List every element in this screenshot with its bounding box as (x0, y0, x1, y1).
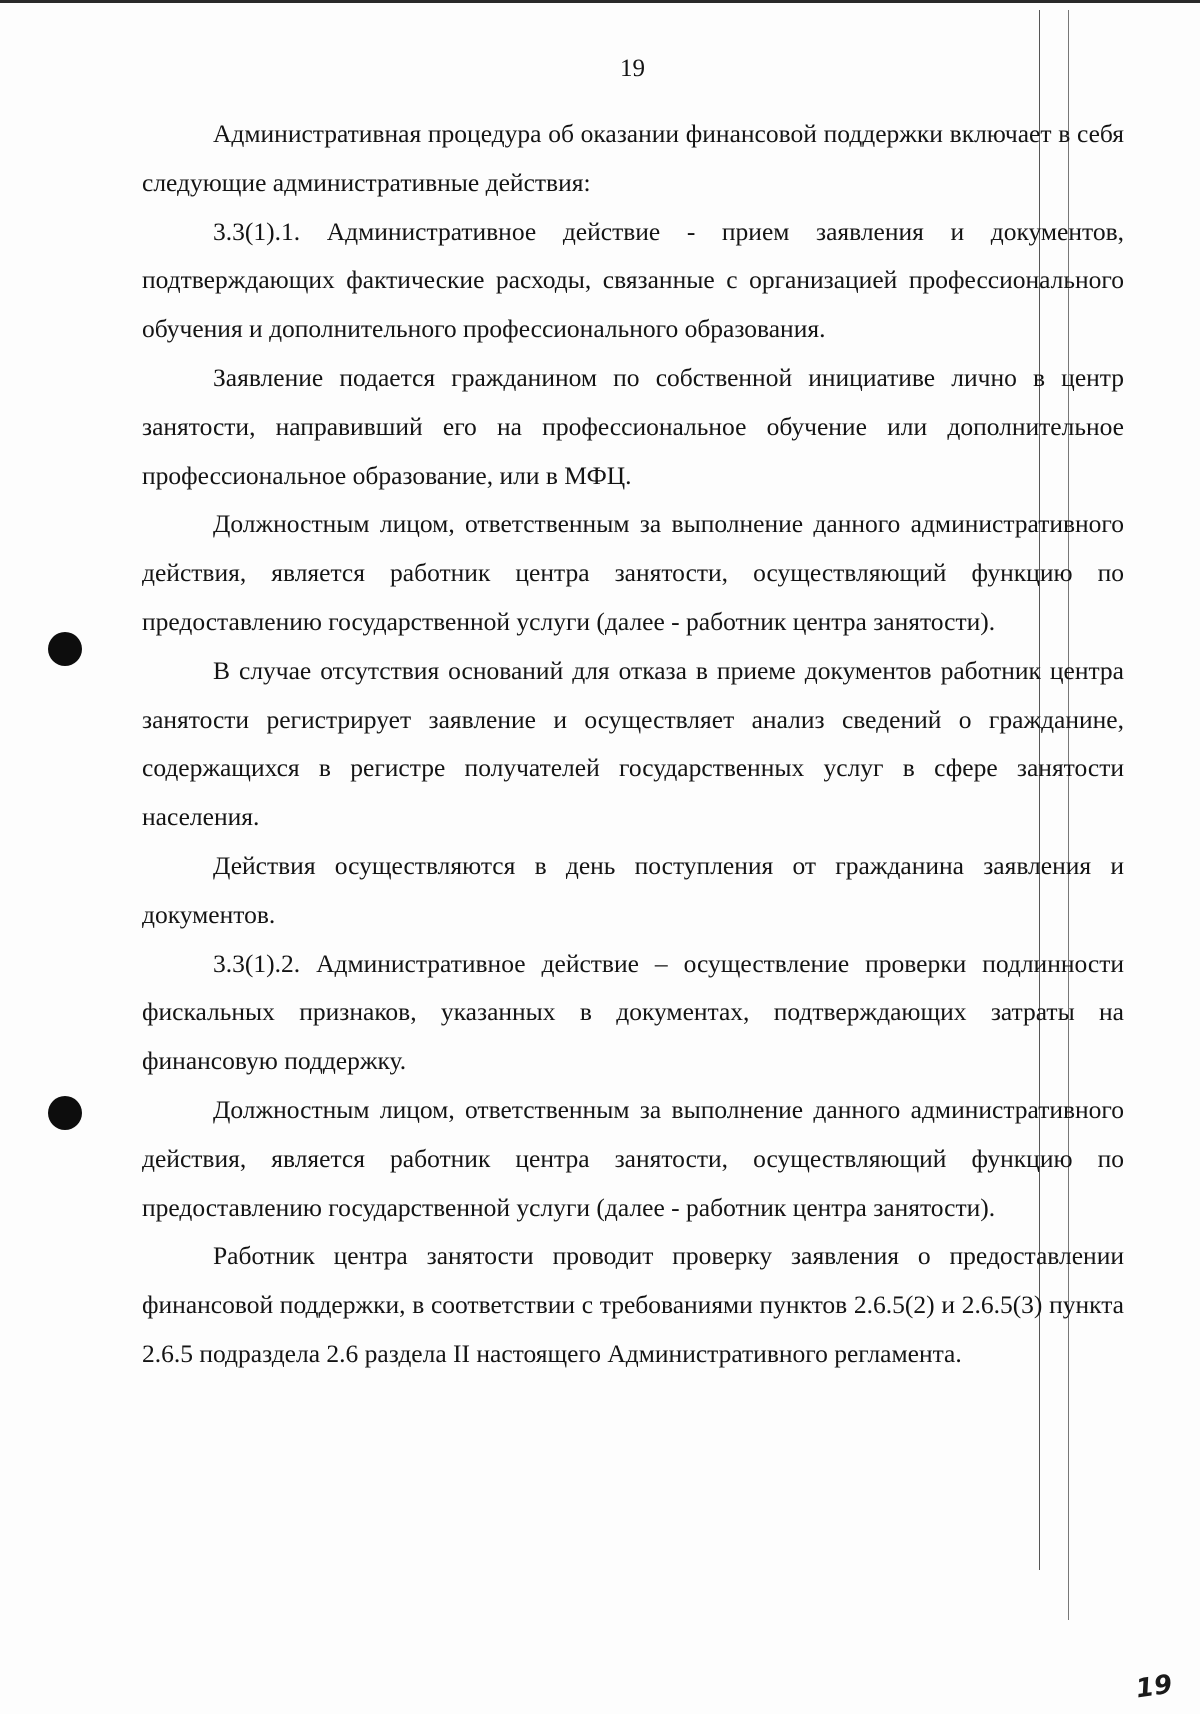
paragraph-procedure-intro: Административная процедура об оказании финансовой поддержки включает в себя следующие административные действия: (142, 119, 1124, 197)
paragraph-action-3-3-1-2: 3.3(1).2. Административное действие – осуществление проверки подлинности фискальных признаков, указанных в документах, подтверждающих затраты на финансовую поддержку. (142, 948, 1124, 1076)
paragraph-registration: В случае отсутствия оснований для отказа в приеме документов работник центра занятости регистрирует заявление и осуществляет анализ сведений о гражданине, содержащихся в регистре получателей государственных услуг в сфере занятости населения. (142, 655, 1124, 832)
paragraph-responsible-official: Должностным лицом, ответственным за выполнение данного административного действия, является работник центра занятости, осуществляющий функцию по предоставлению государственной услуги (далее - работник центра занятости). (142, 509, 1124, 636)
punch-hole-mark (48, 632, 82, 666)
paragraph-responsible-official-2: Должностным лицом, ответственным за выполнение данного административного действия, является работник центра занятости, осуществляющий функцию по предоставлению государственной услуги (далее - работник центра занятости). (142, 1094, 1124, 1222)
scan-top-edge (0, 0, 1200, 3)
handwritten-page-mark: 19 (1133, 1669, 1174, 1705)
document-body (142, 110, 1124, 1379)
paragraph-action-3-3-1-1: 3.3(1).1. Административное действие - прием заявления и документов, подтверждающих фактические расходы, связанные с организацией профессионального обучения и дополнительного профессионального образования. (142, 216, 1124, 344)
punch-hole-mark (48, 1096, 82, 1130)
paragraph-timing: Действия осуществляются в день поступления от гражданина заявления и документов. (142, 850, 1124, 929)
paragraph-application-submission: Заявление подается гражданином по собственной инициативе лично в центр занятости, направивший его на профессиональное обучение или дополнительное профессиональное образование, или в МФЦ. (142, 362, 1124, 490)
paragraph-verification: Работник центра занятости проводит проверку заявления о предоставлении финансовой поддержки, в соответствии с требованиями пунктов 2.6.5(2) и 2.6.5(3) пункта 2.6.5 подраздела 2.6 раздела II настоящего Административного регламента. (142, 1241, 1124, 1368)
page-number: 19 (620, 55, 645, 82)
